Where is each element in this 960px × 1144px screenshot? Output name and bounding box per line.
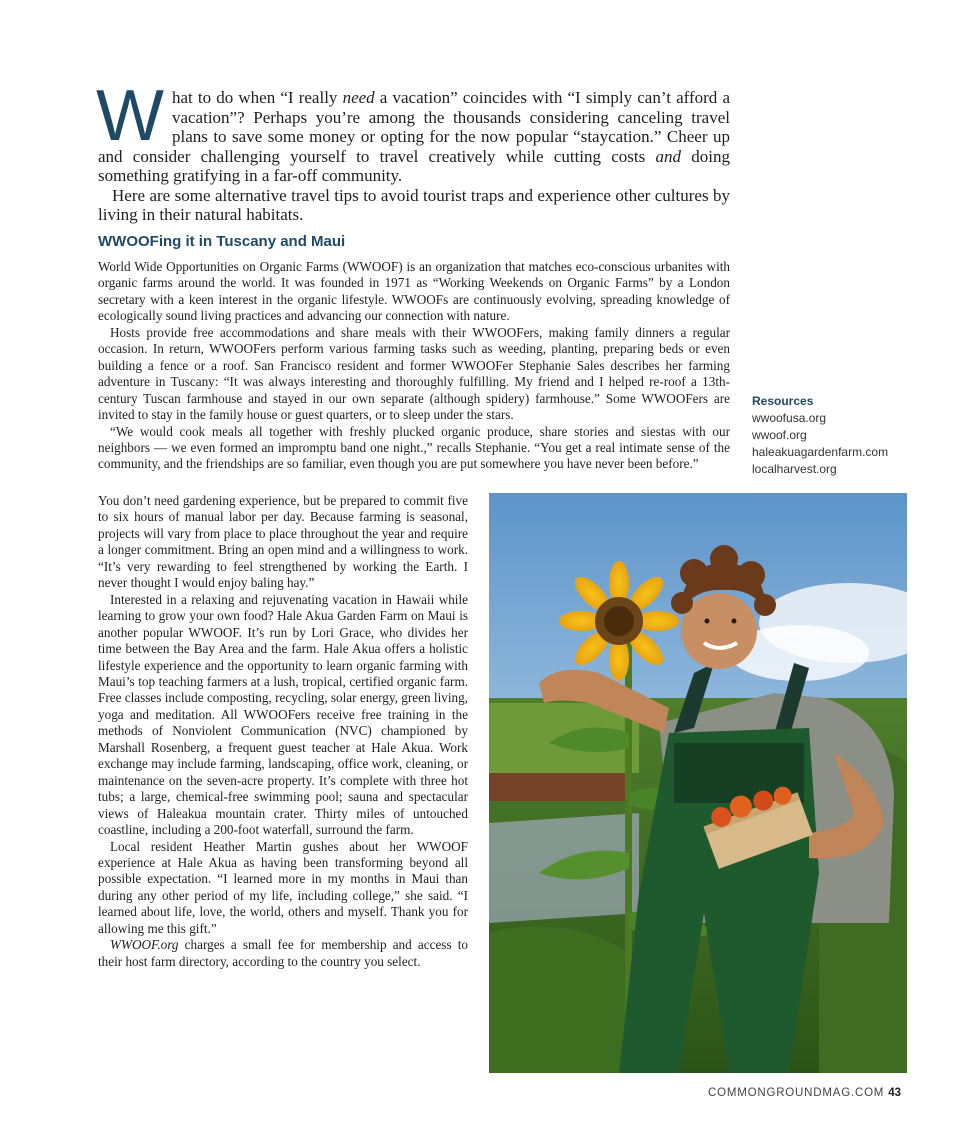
resources-title: Resources [752, 394, 814, 408]
page-footer [708, 1087, 901, 1099]
page-number: 43 [888, 1087, 901, 1099]
wwoof-org-mention: WWOOF.org [110, 937, 179, 953]
resource-link-localharvest[interactable]: localharvest.org [752, 462, 837, 476]
farmer-sunflower-photo [489, 493, 907, 1073]
resource-link-wwoof[interactable]: wwoof.org [752, 428, 807, 442]
body-paragraph: You don’t need gardening experience, but be prepared to commit five to six hours of manual labor per day. Because farming is seasonal, projects will vary from place to place throughout the year and require a longer commitment. Bring an open mind and a willingness to work. “It’s very rewarding to feel strengthened by working the Earth. I never thought I would enjoy baling hay.” [98, 493, 468, 591]
intro-text [96, 76, 730, 225]
article-body-wide [98, 259, 730, 473]
body-paragraph: Hosts provide free accommodations and share meals with their WWOOFers, making family dinners a regular occasion. In return, WWOOFers perform various farming tasks such as weeding, planting, preparing beds or even building a fence or a roof. San Francisco resident and former WWOOFer Stephanie Sales describes her farming adventure in Tuscany: “It was always interesting and thoroughly fulfilling. My friend and I helped re-roof a 13th-century Tuscan farmhouse and stayed in our own separate (although spidery) farmhouse.” Some WWOOFers are invited to stay in the family house or guest quarters, or to sleep under the stars. [98, 324, 730, 423]
intro-paragraph-2: Here are some alternative travel tips to avoid tourist traps and experience other cultures by living in their natural habitats. [98, 185, 730, 224]
resources-sidebar [752, 393, 888, 478]
drop-cap: W [96, 76, 164, 156]
intro-text-span: a vacation” coincides with “I simply can’t afford a vacation”? Perhaps you’re among the thousands considering canceling travel plans to save some money or opting for the now popular “staycation.” Cheer up and consider challenging yourself to travel creatively while cutting costs [98, 88, 730, 166]
body-paragraph: World Wide Opportunities on Organic Farms (WWOOF) is an organization that matches eco-conscious urbanites with organic farms around the world. It was founded in 1971 as “Working Weekends on Organic Farms” by a London secretary with a keen interest in the organic lifestyle. WWOOFs are continuously evolving, spreading knowledge of ecologically sound living practices and advancing our connection with nature. [98, 259, 730, 324]
resource-link-wwoofusa[interactable]: wwoofusa.org [752, 411, 827, 425]
article-body-narrow [98, 493, 468, 970]
body-paragraph: Local resident Heather Martin gushes about her WWOOF experience at Hale Akua as having been transforming beyond all possible expectation. “I learned more in my months in Maui than during any other period of my life, including college,” she said. “I learned about life, love, the world, others and myself. Thank you for allowing me this gift.” [98, 838, 468, 936]
body-paragraph: “We would cook meals all together with freshly plucked organic produce, share stories and siestas with our neighbors — we even formed an impromptu band one night.,” recalls Stephanie. “You get a real intimate sense of the community, and the friendships are so familiar, even though you are put somewhere you have never been before.” [98, 423, 730, 472]
closing-text: charges a small fee for membership and access to their host farm directory, according to the country you select. [98, 937, 468, 969]
intro-emphasis: need [342, 88, 375, 107]
intro-text-span: doing something gratifying in a far-off community. [98, 146, 730, 185]
resource-link-haleakua[interactable]: haleakuagardenfarm.com [752, 445, 889, 459]
section-heading: WWOOFing it in Tuscany and Maui [98, 233, 346, 250]
intro-text-span: hat to do when “I really [171, 88, 343, 107]
footer-site: COMMONGROUNDMAG.COM [708, 1087, 885, 1099]
intro-emphasis: and [655, 146, 682, 166]
intro-paragraph-1 [96, 76, 730, 186]
body-paragraph: Interested in a relaxing and rejuvenating vacation in Hawaii while learning to grow your own food? Hale Akua Garden Farm on Maui is another popular WWOOF. It’s run by Lori Grace, who divides her time between the Bay Area and the farm. Hale Akua offers a holistic lifestyle experience and the opportunity to learn organic farming with Maui’s top teaching farmers at a lush, tropical, certified organic farm. Free classes include composting, recycling, solar energy, green living, yoga and meditation. All WWOOFers receive free training in the methods of Nonviolent Communication (NVC) championed by Marshall Rosenberg, a frequent guest teacher at Hale Akua. Work exchange may include farming, landscaping, office work, cleaning, or maintenance on the seven-acre property. It’s complete with three hot tubs; a large, chemical-free swimming pool; sauna and spectacular views of Haleakua mountain crater. Thirty miles of untouched coastline, including a 200-foot waterfall, surround the farm. [98, 591, 468, 838]
closing-paragraph [98, 937, 468, 970]
